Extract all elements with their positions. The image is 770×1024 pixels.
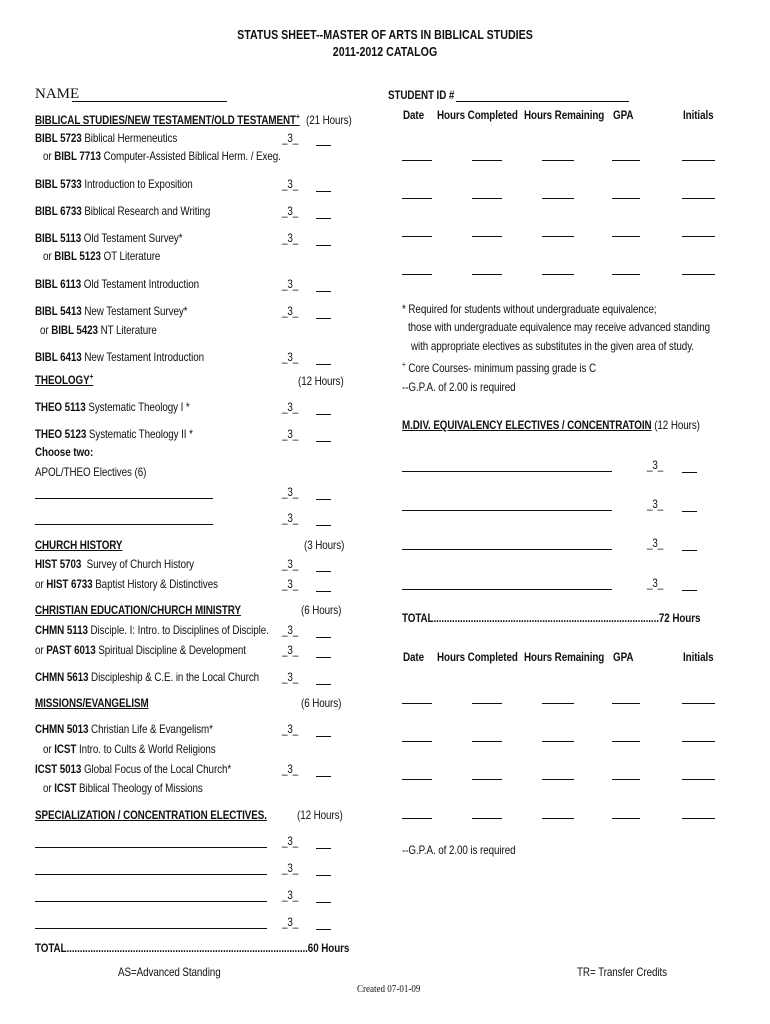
course-row: BIBL 5733 Introduction to Exposition [35, 177, 193, 191]
note-gpa: --G.P.A. of 2.00 is required [402, 380, 516, 394]
grade-blank[interactable] [682, 590, 697, 591]
page-title: STATUS SHEET--MASTER OF ARTS IN BIBLICAL STUDIES [237, 27, 533, 42]
credit: _3_ [282, 485, 299, 499]
course-row: or BIBL 5123 OT Literature [43, 249, 161, 263]
credit: _3_ [282, 623, 299, 637]
course-row: BIBL 6113 Old Testament Introduction [35, 277, 200, 291]
course-row: CHMN 5613 Discipleship & C.E. in the Local Church [35, 670, 260, 684]
col-initials: Initials [683, 650, 714, 664]
mdiv-elective-blank[interactable] [402, 589, 612, 590]
col-hours-remaining: Hours Remaining [524, 108, 605, 122]
credit: _3_ [282, 400, 299, 414]
grade-blank[interactable] [316, 499, 331, 500]
course-row: HIST 5703 Survey of Church History [35, 557, 195, 571]
biblical-hours: (21 Hours) [306, 113, 352, 127]
course-row: or HIST 6733 Baptist History & Distinctives [35, 577, 218, 591]
missions-heading: MISSIONS/EVANGELISM [35, 696, 149, 710]
credit: _3_ [282, 557, 299, 571]
grade-blank[interactable] [316, 414, 331, 415]
course-row: BIBL 5113 Old Testament Survey* [35, 231, 183, 245]
credit: _3_ [282, 350, 299, 364]
apol-theo-electives: APOL/THEO Electives (6) [35, 465, 147, 479]
grade-blank[interactable] [316, 776, 331, 777]
col-gpa: GPA [613, 108, 634, 122]
credit: _3_ [647, 536, 664, 550]
col-date: Date [403, 108, 425, 122]
note-line3: with appropriate electives as substitutes in the given area of study. [411, 339, 694, 353]
grade-blank[interactable] [316, 684, 331, 685]
church-history-heading: CHURCH HISTORY [35, 538, 123, 552]
grade-blank[interactable] [316, 902, 331, 903]
elective-blank[interactable] [35, 874, 267, 875]
course-row: CHMN 5113 Disciple. I: Intro. to Disciplines of Disciple. [35, 623, 269, 637]
christian-ed-hours: (6 Hours) [301, 603, 342, 617]
credit: _3_ [282, 722, 299, 736]
name-label: NAME [35, 86, 80, 102]
course-row: BIBL 6733 Biblical Research and Writing [35, 204, 211, 218]
elective-blank[interactable] [35, 928, 267, 929]
student-id-label: STUDENT ID # [388, 88, 455, 102]
grade-blank[interactable] [316, 441, 331, 442]
note-required: * Required for students without undergraduate equivalence; [402, 302, 657, 316]
credit: _3_ [282, 888, 299, 902]
credit: _3_ [282, 511, 299, 525]
catalog-year: 2011-2012 CATALOG [332, 44, 438, 59]
col-date: Date [403, 650, 425, 664]
col-initials: Initials [683, 108, 714, 122]
elective-blank[interactable] [35, 847, 267, 848]
student-id-field[interactable] [456, 101, 629, 102]
christian-ed-heading: CHRISTIAN EDUCATION/CHURCH MINISTRY [35, 603, 241, 617]
missions-hours: (6 Hours) [301, 696, 342, 710]
course-row: THEO 5113 Systematic Theology I * [35, 400, 190, 414]
credit: _3_ [282, 643, 299, 657]
elective-blank[interactable] [35, 901, 267, 902]
name-field[interactable] [72, 101, 227, 102]
grade-blank[interactable] [316, 736, 331, 737]
credit: _3_ [282, 177, 299, 191]
grade-blank[interactable] [316, 218, 331, 219]
course-row: or PAST 6013 Spiritual Discipline & Development [35, 643, 246, 657]
choose-two: Choose two: [35, 445, 94, 459]
grade-blank[interactable] [316, 637, 331, 638]
mdiv-elective-blank[interactable] [402, 471, 612, 472]
total-left: TOTAL...........................................................................................60 Hours [35, 941, 350, 955]
col-hours-remaining: Hours Remaining [524, 650, 605, 664]
credit: _3_ [282, 577, 299, 591]
grade-blank[interactable] [316, 145, 331, 146]
course-row: ICST 5013 Global Focus of the Local Church* [35, 762, 232, 776]
credit: _3_ [647, 497, 664, 511]
specialization-hours: (12 Hours) [297, 808, 343, 822]
gpa-requirement: --G.P.A. of 2.00 is required [402, 843, 516, 857]
course-row: or BIBL 5423 NT Literature [40, 323, 157, 337]
grade-blank[interactable] [316, 245, 331, 246]
course-row: or ICST Biblical Theology of Missions [43, 781, 203, 795]
specialization-heading: SPECIALIZATION / CONCENTRATION ELECTIVES. [35, 808, 267, 822]
transfer-credits-note: TR= Transfer Credits [577, 965, 667, 979]
credit: _3_ [282, 762, 299, 776]
grade-blank[interactable] [316, 848, 331, 849]
course-row: THEO 5123 Systematic Theology II * [35, 427, 193, 441]
grade-blank[interactable] [682, 472, 697, 473]
course-row: or ICST Intro. to Cults & World Religions [43, 742, 216, 756]
credit: _3_ [647, 458, 664, 472]
theology-hours: (12 Hours) [298, 374, 344, 388]
col-hours-completed: Hours Completed [437, 650, 518, 664]
course-row: BIBL 5723 Biblical Hermeneutics [35, 131, 178, 145]
grade-blank[interactable] [316, 364, 331, 365]
grade-blank[interactable] [316, 591, 331, 592]
credit: _3_ [282, 277, 299, 291]
total-right: TOTAL.....................................................................................72 Hours [402, 611, 701, 625]
credit: _3_ [282, 131, 299, 145]
credit: _3_ [282, 304, 299, 318]
course-row: or BIBL 7713 Computer-Assisted Biblical Herm. / Exeg. [43, 149, 281, 163]
credit: _3_ [282, 834, 299, 848]
credit: _3_ [282, 861, 299, 875]
grade-blank[interactable] [316, 291, 331, 292]
grade-blank[interactable] [316, 525, 331, 526]
grade-blank[interactable] [316, 875, 331, 876]
mdiv-elective-blank[interactable] [402, 549, 612, 550]
credit: _3_ [282, 427, 299, 441]
grade-blank[interactable] [682, 511, 697, 512]
mdiv-elective-blank[interactable] [402, 510, 612, 511]
grade-blank[interactable] [316, 191, 331, 192]
credit: _3_ [647, 576, 664, 590]
course-row: BIBL 5413 New Testament Survey* [35, 304, 188, 318]
grade-blank[interactable] [316, 657, 331, 658]
credit: _3_ [282, 915, 299, 929]
theology-heading: THEOLOGY+ [35, 372, 94, 387]
course-row: CHMN 5013 Christian Life & Evangelism* [35, 722, 213, 736]
credit: _3_ [282, 670, 299, 684]
elective-blank[interactable] [35, 498, 213, 499]
col-gpa: GPA [613, 650, 634, 664]
course-row: BIBL 6413 New Testament Introduction [35, 350, 204, 364]
grade-blank[interactable] [316, 571, 331, 572]
grade-blank[interactable] [316, 318, 331, 319]
grade-blank[interactable] [682, 550, 697, 551]
created-date: Created 07-01-09 [357, 983, 421, 995]
credit: _3_ [282, 231, 299, 245]
note-core: + Core Courses- minimum passing grade is C [402, 360, 596, 375]
church-history-hours: (3 Hours) [304, 538, 345, 552]
credit: _3_ [282, 204, 299, 218]
advanced-standing-note: AS=Advanced Standing [118, 965, 221, 979]
note-line2: those with undergraduate equivalence may receive advanced standing [408, 320, 711, 334]
elective-blank[interactable] [35, 524, 213, 525]
grade-blank[interactable] [316, 929, 331, 930]
biblical-heading: BIBLICAL STUDIES/NEW TESTAMENT/OLD TESTAMENT+ [35, 112, 300, 127]
col-hours-completed: Hours Completed [437, 108, 518, 122]
mdiv-heading-row: M.DIV. EQUIVALENCY ELECTIVES / CONCENTRATOIN (12 Hours) [402, 418, 700, 432]
